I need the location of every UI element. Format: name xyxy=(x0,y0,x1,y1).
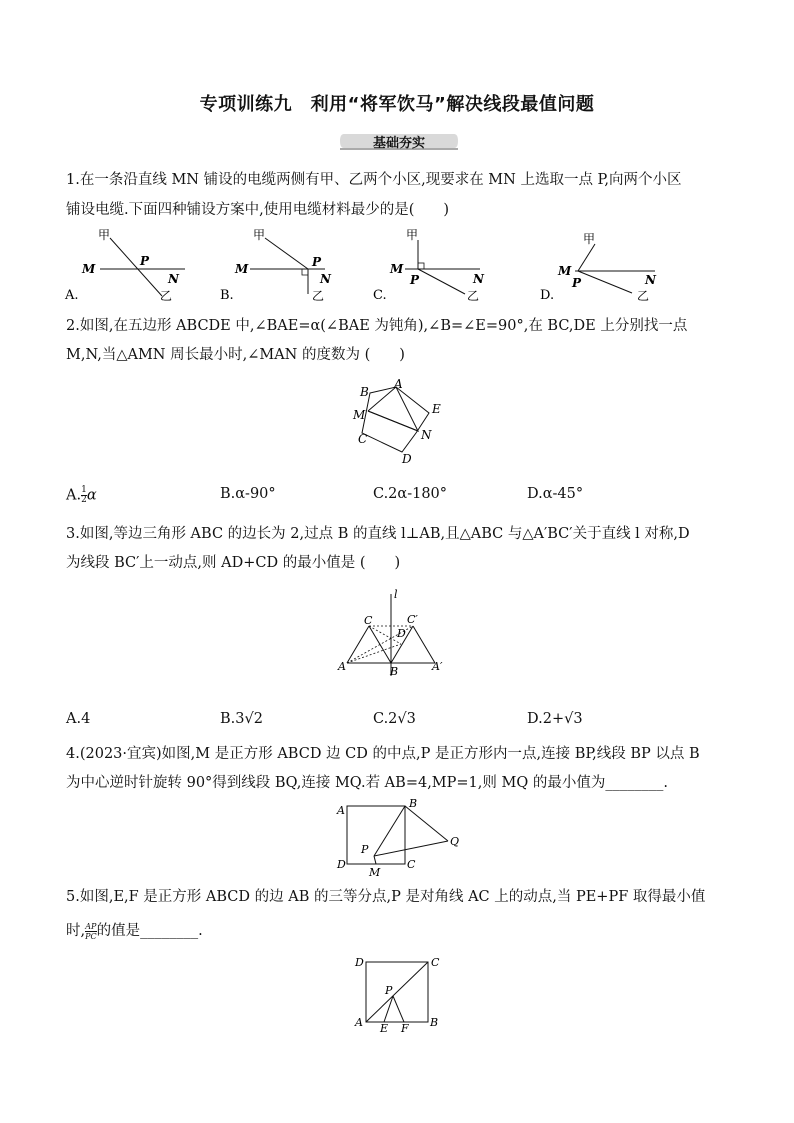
svg-text:P: P xyxy=(361,843,369,856)
q3-figure-triangles xyxy=(335,586,455,678)
q1b-yi: 乙 xyxy=(312,289,325,303)
q2-option-a: A. $\frac{1}{2}$ α xyxy=(66,485,97,505)
svg-text:B: B xyxy=(430,1016,439,1029)
q1d-n: N xyxy=(645,273,656,287)
q5-text-line2: 时, $\frac{AP}{PC}$ 的值是________. xyxy=(66,921,203,941)
svg-text:P: P xyxy=(385,984,393,997)
q1-figure-c xyxy=(373,228,485,303)
q4-figure-square xyxy=(330,798,465,880)
q1c-yi: 乙 xyxy=(467,289,480,303)
q3-option-c: C.2√3 xyxy=(373,711,416,727)
q1-text-line1: 1.在一条沿直线 MN 铺设的电缆两侧有甲、乙两个小区,现要求在 MN 上选取一点 P,向两个小区 xyxy=(66,172,682,188)
q4-text-line2: 为中心逆时针旋转 90°得到线段 BQ,连接 MQ.若 AB=4,MP=1,则 MQ 的最小值为________. xyxy=(66,775,668,791)
svg-text:D: D xyxy=(337,858,346,871)
q1c-p: P xyxy=(410,273,420,287)
q1d-m: M xyxy=(558,264,572,278)
svg-text:F: F xyxy=(401,1022,409,1035)
q1-option-a: A. xyxy=(65,288,79,303)
q1a-yi: 乙 xyxy=(160,289,173,303)
q1-option-b: B. xyxy=(220,288,234,303)
page-title: 专项训练九 利用“将军饮马”解决线段最值问题 xyxy=(199,94,595,115)
svg-text:E: E xyxy=(432,402,441,416)
svg-text:A: A xyxy=(338,660,346,673)
q2-option-d: D.α-45° xyxy=(527,486,584,502)
q1-figure-b xyxy=(220,228,332,303)
q1b-p: P xyxy=(312,255,322,269)
q3-text-line1: 3.如图,等边三角形 ABC 的边长为 2,过点 B 的直线 l⊥AB,且△ABC 与△A′BC′关于直线 l 对称,D xyxy=(66,526,690,542)
q1b-m: M xyxy=(235,262,249,276)
q3-option-a: A.4 xyxy=(66,711,91,727)
q1b-n: N xyxy=(320,272,331,286)
q1-option-d: D. xyxy=(540,288,555,303)
q1d-p: P xyxy=(572,276,582,290)
svg-text:B: B xyxy=(360,385,369,399)
section-banner xyxy=(340,131,458,151)
svg-text:D: D xyxy=(402,452,412,466)
svg-text:B: B xyxy=(409,798,418,810)
svg-text:C: C xyxy=(431,956,440,969)
q1c-n: N xyxy=(473,272,484,286)
q1-text-line2: 铺设电缆.下面四种铺设方案中,使用电缆材料最少的是( ) xyxy=(66,202,450,218)
q2-figure-pentagon xyxy=(345,375,455,467)
q3-text-line2: 为线段 BC′上一动点,则 AD+CD 的最小值是 ( ) xyxy=(66,555,401,571)
q1-figures xyxy=(60,226,680,306)
q5-text-line1: 5.如图,E,F 是正方形 ABCD 的边 AB 的三等分点,P 是对角线 AC 上的动点,当 PE+PF 取得最小值 xyxy=(66,889,706,905)
q1a-n: N xyxy=(168,272,179,286)
svg-text:Q: Q xyxy=(450,835,460,848)
svg-text:B: B xyxy=(390,665,399,678)
q1a-jia: 甲 xyxy=(98,228,111,242)
svg-text:C: C xyxy=(364,614,373,627)
q5-figure-square xyxy=(345,950,450,1035)
svg-text:A: A xyxy=(355,1016,363,1029)
q2-text-line2: M,N,当△AMN 周长最小时,∠MAN 的度数为 ( ) xyxy=(66,347,405,363)
q2-option-b: B.α-90° xyxy=(220,486,276,502)
svg-text:C: C xyxy=(407,858,416,871)
section-label: 基础夯实 xyxy=(372,136,425,151)
q1c-jia: 甲 xyxy=(406,228,419,242)
q2-option-c: C.2α-180° xyxy=(373,486,448,502)
svg-text:C: C xyxy=(358,432,368,446)
svg-text:C′: C′ xyxy=(407,613,418,626)
svg-text:A: A xyxy=(337,804,345,817)
q3-option-d: D.2+√3 xyxy=(527,711,583,727)
svg-text:E: E xyxy=(380,1022,389,1035)
svg-text:M: M xyxy=(353,408,366,422)
svg-text:M: M xyxy=(369,866,381,879)
q1-figure-a xyxy=(64,228,185,303)
q1-figure-d xyxy=(540,232,657,303)
q1a-p: P xyxy=(140,254,150,268)
q1b-jia: 甲 xyxy=(253,228,266,242)
q1d-jia: 甲 xyxy=(583,232,596,246)
q1c-m: M xyxy=(390,262,404,276)
svg-text:D: D xyxy=(397,627,406,640)
q2-text-line1: 2.如图,在五边形 ABCDE 中,∠BAE=α(∠BAE 为钝角),∠B=∠E=90°,在 BC,DE 上分别找一点 xyxy=(66,318,688,334)
svg-text:A′: A′ xyxy=(432,660,443,673)
svg-text:D: D xyxy=(355,956,364,969)
q4-text-line1: 4.(2023·宜宾)如图,M 是正方形 ABCD 边 CD 的中点,P 是正方形内一点,连接 BP,线段 BP 以点 B xyxy=(66,746,700,762)
svg-text:A: A xyxy=(394,377,403,391)
svg-text:N: N xyxy=(421,428,432,442)
svg-text:l: l xyxy=(394,588,398,601)
q1-option-c: C. xyxy=(373,288,387,303)
q3-option-b: B.3√2 xyxy=(220,711,263,727)
q1a-m: M xyxy=(82,262,96,276)
q1d-yi: 乙 xyxy=(637,289,650,303)
